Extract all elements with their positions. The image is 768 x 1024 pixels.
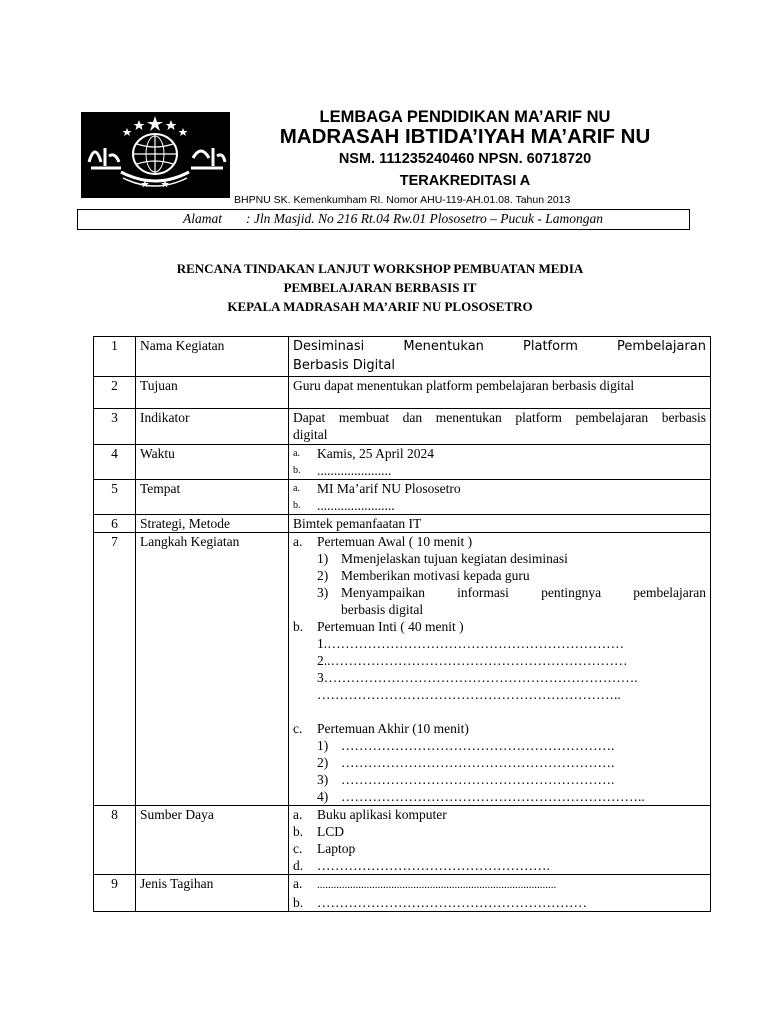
list-marker: b. (293, 895, 304, 910)
row-label: Waktu (136, 445, 289, 480)
activity-name-line (293, 337, 706, 357)
stage-heading (293, 618, 706, 635)
list-marker: c. (293, 721, 303, 736)
list-text: Laptop (317, 841, 356, 856)
school-logo (81, 112, 230, 198)
row-content (289, 806, 711, 875)
table-row (94, 533, 711, 806)
row-number: 9 (94, 875, 136, 912)
row-number: 6 (94, 515, 136, 533)
row-content (289, 445, 711, 480)
list-marker: a. (293, 483, 300, 494)
activity-word: Platform (523, 339, 578, 354)
table-row (94, 480, 711, 515)
list-marker: a. (293, 534, 303, 549)
list-item (293, 875, 706, 894)
list-item (293, 584, 706, 618)
row-number: 2 (94, 377, 136, 409)
address-text: : Jln Masjid. No 216 Rt.04 Rw.01 Plososetro – Pucuk - Lamongan (246, 211, 603, 226)
address-label: Alamat (183, 211, 222, 226)
activity-name-line-2: Berbasis Digital (293, 358, 395, 373)
school-ids: NSM. 111235240460 NPSN. 60718720 (338, 151, 592, 167)
row-content: Guru dapat menentukan platform pembelajaran berbasis digital (289, 377, 711, 409)
list-marker: b. (293, 619, 304, 634)
list-marker: 3) (317, 585, 329, 600)
list-text: …………………………………………………… (317, 895, 587, 910)
row-label: Strategi, Metode (136, 515, 289, 533)
stage-title: Pertemuan Akhir (10 menit) (317, 721, 469, 736)
list-item: 3……………………………………………………………. (317, 670, 638, 685)
list-text: ...................... (317, 463, 392, 478)
list-item: ………………………………………………………….. (317, 687, 621, 702)
activity-word: Pembelajaran (616, 339, 706, 354)
row-content (289, 480, 711, 515)
list-text: ……………………………………………………. (341, 755, 615, 770)
row-content: Bimtek pemanfaatan IT (289, 515, 711, 533)
list-marker: 3) (317, 772, 329, 787)
list-item: 2..………………………………………………………… (317, 653, 628, 668)
accreditation: TERAKREDITASI A (399, 173, 531, 189)
list-text: ……………………………………………………. (341, 738, 615, 753)
document-title-line-1: RENCANA TINDAKAN LANJUT WORKSHOP PEMBUATAN MEDIA (176, 261, 584, 276)
list-item (293, 462, 706, 479)
row-label: Tujuan (136, 377, 289, 409)
list-item (293, 567, 706, 584)
stage-heading (293, 720, 706, 737)
address-box (77, 209, 690, 230)
list-text-continued: berbasis digital (341, 602, 424, 617)
spacer (293, 703, 706, 720)
stage-heading (293, 533, 706, 550)
list-marker: c. (293, 841, 303, 856)
list-marker: 4) (317, 789, 329, 804)
list-marker: b. (293, 465, 301, 476)
table-row (94, 377, 711, 409)
list-marker: 2) (317, 568, 329, 583)
list-item (293, 445, 706, 462)
list-marker: 2) (317, 755, 329, 770)
list-text: Menyampaikan informasi pentingnya pembelajaran (341, 585, 706, 600)
document-title-line-3: KEPALA MADRASAH MA’ARIF NU PLOSOSETRO (227, 299, 533, 314)
table-row (94, 445, 711, 480)
stage-title: Pertemuan Awal ( 10 menit ) (317, 534, 473, 549)
list-text: ……………………………………………………. (341, 772, 615, 787)
list-text: Kamis, 25 April 2024 (317, 446, 434, 461)
list-text: ....................................................................................... (317, 879, 557, 891)
list-marker: d. (293, 858, 304, 873)
table-row (94, 875, 711, 912)
row-number: 1 (94, 337, 136, 377)
list-marker: b. (293, 824, 304, 839)
list-item (293, 788, 706, 805)
plan-table (93, 336, 711, 912)
row-content (289, 533, 711, 806)
list-text: Memberikan motivasi kepada guru (341, 568, 530, 583)
list-marker: a. (293, 448, 300, 459)
row-content (289, 337, 711, 377)
legal-basis: BHPNU SK. Kemenkumham RI. Nomor AHU-119-AH.01.08. Tahun 2013 (234, 194, 571, 206)
list-item (293, 894, 706, 911)
list-text: MI Ma’arif NU Plososetro (317, 481, 461, 496)
nu-emblem-icon (81, 112, 230, 198)
row-number: 7 (94, 533, 136, 806)
list-marker: 1) (317, 551, 329, 566)
row-content (289, 875, 711, 912)
list-text: ……………………………………………. (317, 858, 550, 873)
activity-word: Menentukan (403, 339, 484, 354)
list-item (293, 737, 706, 754)
stage-title: Pertemuan Inti ( 40 menit ) (317, 619, 464, 634)
list-marker: a. (293, 876, 303, 891)
list-text: ………………………………………………………….. (341, 789, 645, 804)
table-row (94, 409, 711, 445)
institution-name: LEMBAGA PENDIDIKAN MA’ARIF NU (319, 108, 611, 126)
list-item (293, 550, 706, 567)
row-number: 4 (94, 445, 136, 480)
table-row (94, 806, 711, 875)
row-label: Indikator (136, 409, 289, 445)
list-item (293, 771, 706, 788)
row-number: 8 (94, 806, 136, 875)
row-number: 5 (94, 480, 136, 515)
list-text: ....................... (317, 498, 395, 513)
list-marker: 1) (317, 738, 329, 753)
table-row (94, 337, 711, 377)
list-item (293, 480, 706, 497)
row-label: Langkah Kegiatan (136, 533, 289, 806)
document-title-line-2: PEMBELAJARAN BERBASIS IT (283, 280, 477, 295)
row-label: Tempat (136, 480, 289, 515)
list-marker: b. (293, 500, 301, 511)
row-label: Sumber Daya (136, 806, 289, 875)
list-item (293, 823, 706, 840)
list-item (293, 754, 706, 771)
list-text: Buku aplikasi komputer (317, 807, 447, 822)
indicator-line-1: Dapat membuat dan menentukan platform pembelajaran berbasis (293, 410, 706, 425)
row-content (289, 409, 711, 445)
row-label: Nama Kegiatan (136, 337, 289, 377)
list-item (293, 806, 706, 823)
indicator-line-2: digital (293, 427, 328, 442)
table-row (94, 515, 711, 533)
activity-word: Desiminasi (293, 339, 365, 354)
list-text: LCD (317, 824, 344, 839)
list-item (293, 497, 706, 514)
list-marker: a. (293, 807, 303, 822)
school-name: MADRASAH IBTIDA’IYAH MA’ARIF NU (279, 125, 651, 148)
row-number: 3 (94, 409, 136, 445)
row-label: Jenis Tagihan (136, 875, 289, 912)
list-item (293, 857, 706, 874)
list-item: 1.………………………………………………………… (317, 636, 625, 651)
list-item (293, 840, 706, 857)
list-text: Mmenjelaskan tujuan kegiatan desiminasi (341, 551, 568, 566)
